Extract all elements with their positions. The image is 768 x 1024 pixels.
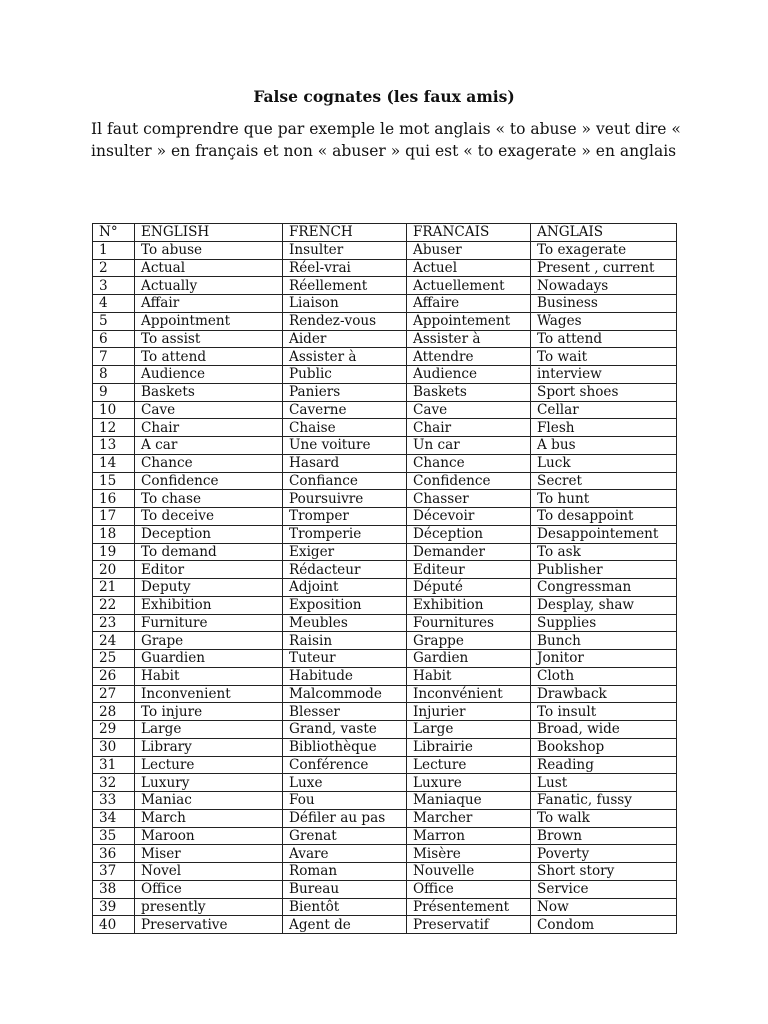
cell-number: 22: [93, 596, 135, 614]
cell-anglais: To walk: [531, 809, 677, 827]
cell-number: 39: [93, 898, 135, 916]
cell-anglais: Condom: [531, 916, 677, 934]
cell-english: Actually: [135, 277, 283, 295]
cell-francais: Gardien: [407, 650, 531, 668]
cell-english: Office: [135, 880, 283, 898]
cell-number: 9: [93, 383, 135, 401]
cell-english: presently: [135, 898, 283, 916]
table-row: [93, 330, 677, 348]
cell-francais: Marron: [407, 827, 531, 845]
cell-number: 3: [93, 277, 135, 295]
cell-english: Editor: [135, 561, 283, 579]
cell-number: 35: [93, 827, 135, 845]
cell-anglais: Broad, wide: [531, 721, 677, 739]
cell-english: Deception: [135, 525, 283, 543]
cell-english: To attend: [135, 348, 283, 366]
cell-francais: Office: [407, 880, 531, 898]
table-row: [93, 650, 677, 668]
table-row: [93, 774, 677, 792]
cell-french: Défiler au pas: [283, 809, 407, 827]
table-row: [93, 809, 677, 827]
cell-anglais: Drawback: [531, 685, 677, 703]
cell-francais: Grappe: [407, 632, 531, 650]
cell-number: 14: [93, 454, 135, 472]
table-row: [93, 863, 677, 881]
table-row: [93, 525, 677, 543]
cell-anglais: Brown: [531, 827, 677, 845]
cell-french: Luxe: [283, 774, 407, 792]
table-row: [93, 880, 677, 898]
cell-anglais: Present , current: [531, 259, 677, 277]
cell-english: Chance: [135, 454, 283, 472]
cell-english: To assist: [135, 330, 283, 348]
table-row: [93, 792, 677, 810]
cell-french: Rédacteur: [283, 561, 407, 579]
cell-francais: Déception: [407, 525, 531, 543]
table-row: [93, 295, 677, 313]
cell-anglais: Cloth: [531, 667, 677, 685]
cell-francais: Actuellement: [407, 277, 531, 295]
cell-francais: Baskets: [407, 383, 531, 401]
cell-number: 4: [93, 295, 135, 313]
cell-anglais: Secret: [531, 472, 677, 490]
cell-french: Grenat: [283, 827, 407, 845]
cell-number: 28: [93, 703, 135, 721]
cell-anglais: Congressman: [531, 579, 677, 597]
cell-anglais: Reading: [531, 756, 677, 774]
cell-francais: Large: [407, 721, 531, 739]
table-row: [93, 738, 677, 756]
cell-francais: Luxure: [407, 774, 531, 792]
cell-french: Meubles: [283, 614, 407, 632]
cell-number: 6: [93, 330, 135, 348]
cell-english: Furniture: [135, 614, 283, 632]
cell-francais: Misère: [407, 845, 531, 863]
table-row: [93, 490, 677, 508]
cell-french: Fou: [283, 792, 407, 810]
header-anglais: ANGLAIS: [531, 224, 677, 242]
cell-francais: Injurier: [407, 703, 531, 721]
cell-anglais: Cellar: [531, 401, 677, 419]
table-row: [93, 898, 677, 916]
table-row: [93, 721, 677, 739]
cell-anglais: Poverty: [531, 845, 677, 863]
cell-english: To injure: [135, 703, 283, 721]
table-row: [93, 277, 677, 295]
cell-number: 30: [93, 738, 135, 756]
cell-number: 33: [93, 792, 135, 810]
table-row: [93, 543, 677, 561]
cell-french: Liaison: [283, 295, 407, 313]
cell-english: Cave: [135, 401, 283, 419]
cell-anglais: Desappointement: [531, 525, 677, 543]
cell-english: Inconvenient: [135, 685, 283, 703]
cell-francais: Chasser: [407, 490, 531, 508]
cell-english: To demand: [135, 543, 283, 561]
cell-francais: Appointement: [407, 312, 531, 330]
cell-number: 7: [93, 348, 135, 366]
cell-francais: Attendre: [407, 348, 531, 366]
cell-anglais: Publisher: [531, 561, 677, 579]
cell-french: Habitude: [283, 667, 407, 685]
cell-french: Bureau: [283, 880, 407, 898]
table-row: [93, 259, 677, 277]
header-number: N°: [93, 224, 135, 242]
cell-french: Agent de: [283, 916, 407, 934]
table-row: [93, 579, 677, 597]
table-body: [93, 224, 677, 934]
cell-english: Grape: [135, 632, 283, 650]
cell-french: Paniers: [283, 383, 407, 401]
header-english: ENGLISH: [135, 224, 283, 242]
cell-french: Aider: [283, 330, 407, 348]
cell-english: Audience: [135, 366, 283, 384]
cell-number: 32: [93, 774, 135, 792]
cell-francais: Habit: [407, 667, 531, 685]
cell-english: Confidence: [135, 472, 283, 490]
cell-francais: Député: [407, 579, 531, 597]
cell-anglais: Luck: [531, 454, 677, 472]
cell-anglais: To wait: [531, 348, 677, 366]
cell-number: 31: [93, 756, 135, 774]
table-row: [93, 348, 677, 366]
table-row: [93, 472, 677, 490]
cell-number: 40: [93, 916, 135, 934]
false-cognates-table: [92, 223, 677, 934]
table-row: [93, 508, 677, 526]
cell-anglais: Supplies: [531, 614, 677, 632]
cell-number: 23: [93, 614, 135, 632]
cell-number: 34: [93, 809, 135, 827]
cell-english: Large: [135, 721, 283, 739]
table-row: [93, 437, 677, 455]
cell-french: Tromperie: [283, 525, 407, 543]
cell-number: 20: [93, 561, 135, 579]
cell-anglais: To hunt: [531, 490, 677, 508]
cell-francais: Maniaque: [407, 792, 531, 810]
cell-number: 12: [93, 419, 135, 437]
cell-number: 13: [93, 437, 135, 455]
cell-francais: Actuel: [407, 259, 531, 277]
cell-number: 16: [93, 490, 135, 508]
table-header-row: [93, 224, 677, 242]
table-row: [93, 383, 677, 401]
cell-english: To abuse: [135, 241, 283, 259]
cell-number: 17: [93, 508, 135, 526]
cell-french: Réel-vrai: [283, 259, 407, 277]
cell-francais: Nouvelle: [407, 863, 531, 881]
table-row: [93, 596, 677, 614]
table-row: [93, 561, 677, 579]
cell-french: Bientôt: [283, 898, 407, 916]
cell-francais: Cave: [407, 401, 531, 419]
cell-number: 5: [93, 312, 135, 330]
cell-english: Deputy: [135, 579, 283, 597]
cell-english: Actual: [135, 259, 283, 277]
cell-anglais: Lust: [531, 774, 677, 792]
cell-francais: Audience: [407, 366, 531, 384]
cell-english: March: [135, 809, 283, 827]
cell-french: Blesser: [283, 703, 407, 721]
cell-number: 36: [93, 845, 135, 863]
cell-francais: Confidence: [407, 472, 531, 490]
cell-anglais: Short story: [531, 863, 677, 881]
table-row: [93, 703, 677, 721]
cell-anglais: Nowadays: [531, 277, 677, 295]
header-french: FRENCH: [283, 224, 407, 242]
table-row: [93, 241, 677, 259]
cell-french: Avare: [283, 845, 407, 863]
table-row: [93, 454, 677, 472]
table-row: [93, 827, 677, 845]
cell-number: 10: [93, 401, 135, 419]
cell-anglais: A bus: [531, 437, 677, 455]
cell-french: Caverne: [283, 401, 407, 419]
cell-number: 25: [93, 650, 135, 668]
cell-anglais: Service: [531, 880, 677, 898]
cell-francais: Inconvénient: [407, 685, 531, 703]
cell-anglais: Wages: [531, 312, 677, 330]
cell-french: Rendez-vous: [283, 312, 407, 330]
table-row: [93, 614, 677, 632]
cell-francais: Décevoir: [407, 508, 531, 526]
cell-english: Guardien: [135, 650, 283, 668]
cell-english: Appointment: [135, 312, 283, 330]
table-row: [93, 667, 677, 685]
cell-french: Exposition: [283, 596, 407, 614]
cell-english: Luxury: [135, 774, 283, 792]
cell-francais: Marcher: [407, 809, 531, 827]
cell-number: 26: [93, 667, 135, 685]
cell-english: A car: [135, 437, 283, 455]
cell-french: Grand, vaste: [283, 721, 407, 739]
table-row: [93, 312, 677, 330]
cell-number: 38: [93, 880, 135, 898]
cell-francais: Fournitures: [407, 614, 531, 632]
cell-english: Maroon: [135, 827, 283, 845]
cell-anglais: Flesh: [531, 419, 677, 437]
table-row: [93, 685, 677, 703]
cell-number: 19: [93, 543, 135, 561]
table-row: [93, 366, 677, 384]
cell-english: Lecture: [135, 756, 283, 774]
document-title: False cognates (les faux amis): [253, 87, 515, 106]
cell-english: Habit: [135, 667, 283, 685]
cell-number: 2: [93, 259, 135, 277]
table-row: [93, 632, 677, 650]
cell-francais: Demander: [407, 543, 531, 561]
cell-french: Une voiture: [283, 437, 407, 455]
cell-number: 37: [93, 863, 135, 881]
cell-number: 1: [93, 241, 135, 259]
cell-number: 21: [93, 579, 135, 597]
cell-french: Poursuivre: [283, 490, 407, 508]
cell-francais: Un car: [407, 437, 531, 455]
cell-anglais: Sport shoes: [531, 383, 677, 401]
cell-francais: Exhibition: [407, 596, 531, 614]
cell-french: Tuteur: [283, 650, 407, 668]
cell-francais: Chair: [407, 419, 531, 437]
cell-french: Chaise: [283, 419, 407, 437]
cell-anglais: Now: [531, 898, 677, 916]
table-row: [93, 419, 677, 437]
cell-french: Adjoint: [283, 579, 407, 597]
table-row: [93, 916, 677, 934]
cell-english: Miser: [135, 845, 283, 863]
cell-english: To chase: [135, 490, 283, 508]
cell-anglais: To insult: [531, 703, 677, 721]
cell-english: Novel: [135, 863, 283, 881]
cell-french: Confiance: [283, 472, 407, 490]
cell-francais: Librairie: [407, 738, 531, 756]
cell-english: Library: [135, 738, 283, 756]
cell-french: Assister à: [283, 348, 407, 366]
cell-francais: Lecture: [407, 756, 531, 774]
cell-francais: Abuser: [407, 241, 531, 259]
header-francais: FRANCAIS: [407, 224, 531, 242]
cell-francais: Présentement: [407, 898, 531, 916]
cell-francais: Affaire: [407, 295, 531, 313]
cell-french: Conférence: [283, 756, 407, 774]
cell-english: Baskets: [135, 383, 283, 401]
cell-english: Exhibition: [135, 596, 283, 614]
cell-anglais: Desplay, shaw: [531, 596, 677, 614]
cell-number: 8: [93, 366, 135, 384]
cell-francais: Assister à: [407, 330, 531, 348]
cell-english: Affair: [135, 295, 283, 313]
cell-number: 29: [93, 721, 135, 739]
cell-french: Tromper: [283, 508, 407, 526]
cell-french: Raisin: [283, 632, 407, 650]
cell-anglais: To exagerate: [531, 241, 677, 259]
cell-french: Malcommode: [283, 685, 407, 703]
cell-french: Bibliothèque: [283, 738, 407, 756]
cell-french: Public: [283, 366, 407, 384]
cell-french: Hasard: [283, 454, 407, 472]
table-row: [93, 401, 677, 419]
cell-anglais: To ask: [531, 543, 677, 561]
cell-anglais: To attend: [531, 330, 677, 348]
cell-number: 27: [93, 685, 135, 703]
table-row: [93, 756, 677, 774]
cell-number: 15: [93, 472, 135, 490]
cell-francais: Preservatif: [407, 916, 531, 934]
cell-french: Insulter: [283, 241, 407, 259]
cell-anglais: interview: [531, 366, 677, 384]
cell-french: Réellement: [283, 277, 407, 295]
cell-anglais: Fanatic, fussy: [531, 792, 677, 810]
cell-english: Maniac: [135, 792, 283, 810]
cell-anglais: Jonitor: [531, 650, 677, 668]
cell-french: Exiger: [283, 543, 407, 561]
intro-paragraph: Il faut comprendre que par exemple le mot anglais « to abuse » veut dire « insulter » en français et non « abuser » qui est « to exagerate » en anglais: [91, 120, 681, 160]
cell-anglais: Bookshop: [531, 738, 677, 756]
cell-number: 18: [93, 525, 135, 543]
cell-number: 24: [93, 632, 135, 650]
cell-francais: Editeur: [407, 561, 531, 579]
cell-anglais: Business: [531, 295, 677, 313]
cell-francais: Chance: [407, 454, 531, 472]
cell-anglais: To desappoint: [531, 508, 677, 526]
cell-english: Chair: [135, 419, 283, 437]
cell-french: Roman: [283, 863, 407, 881]
cell-english: To deceive: [135, 508, 283, 526]
cell-anglais: Bunch: [531, 632, 677, 650]
cell-english: Preservative: [135, 916, 283, 934]
table-row: [93, 845, 677, 863]
